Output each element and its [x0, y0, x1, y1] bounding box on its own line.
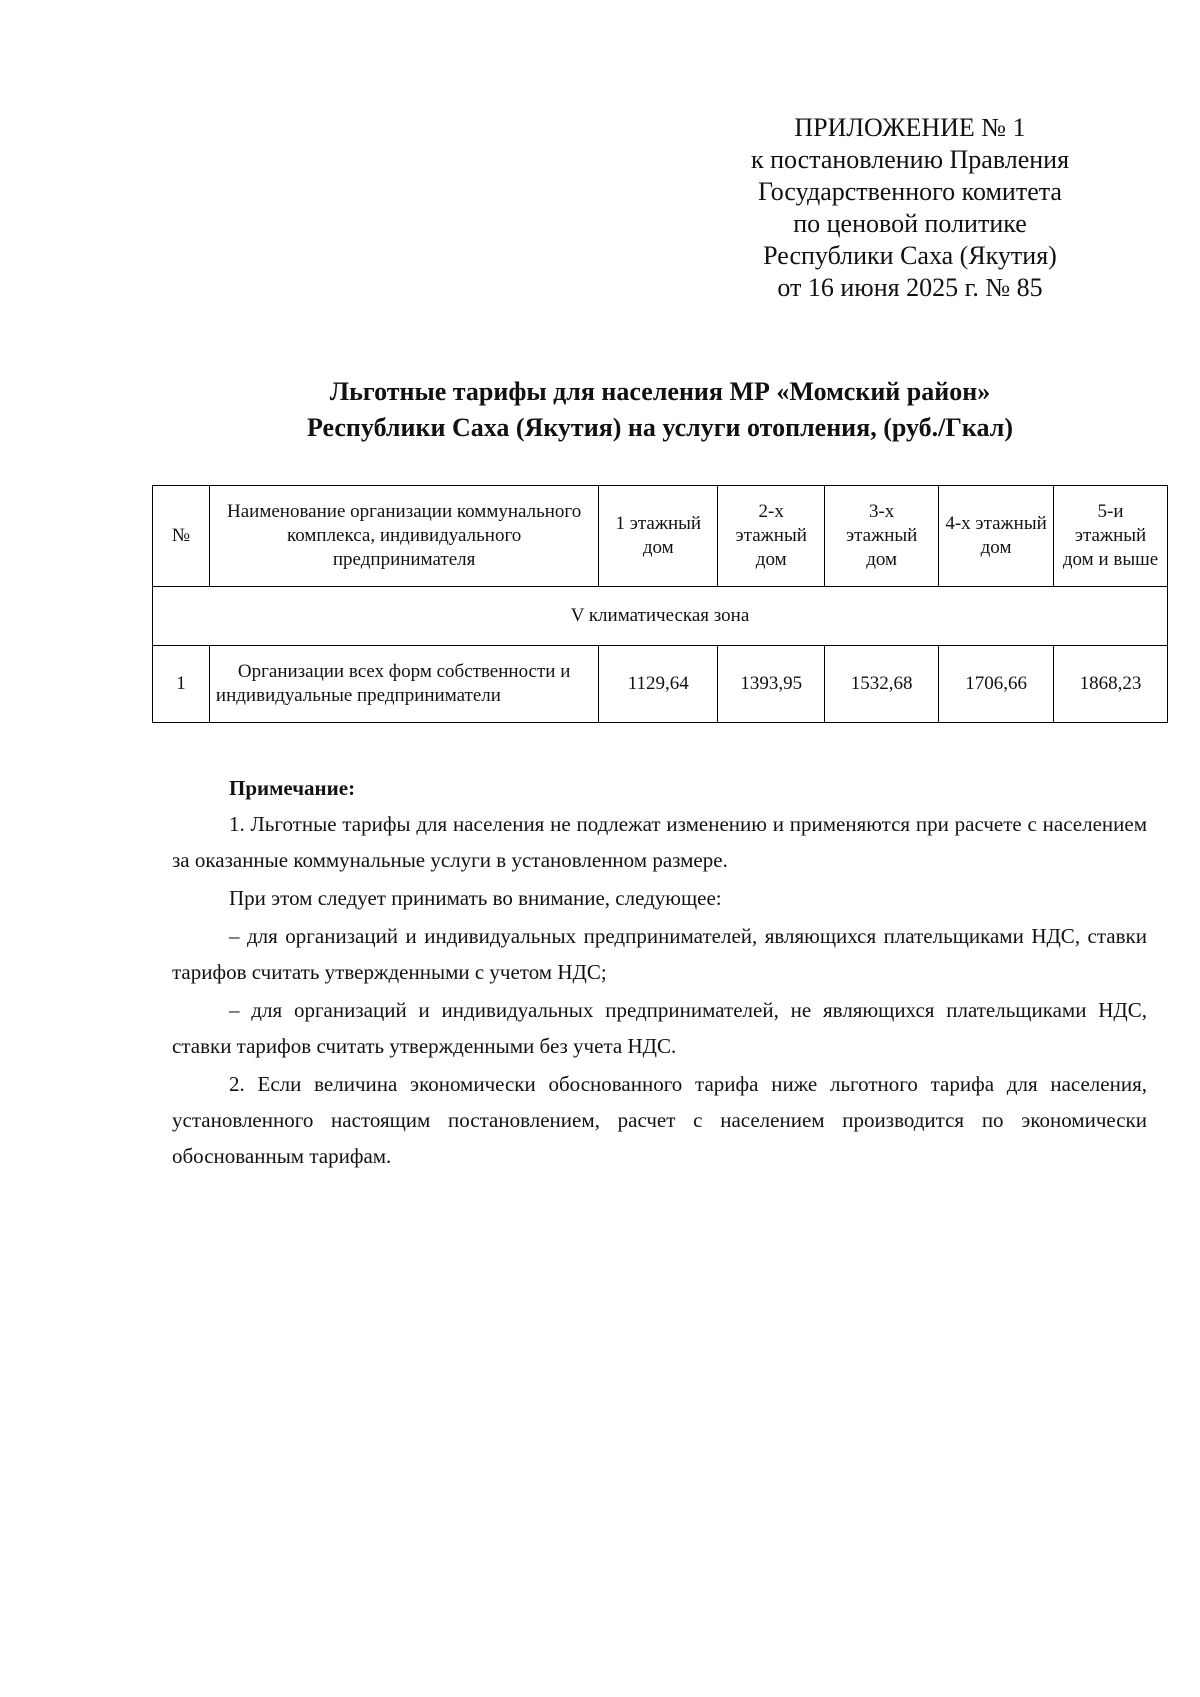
appendix-line: Республики Саха (Якутия): [763, 241, 1057, 270]
document-title: [150, 374, 1170, 446]
appendix-line: от 16 июня 2025 г. № 85: [777, 273, 1043, 302]
appendix-block: [700, 112, 1120, 304]
note-paragraph: При этом следует принимать во внимание, следующее:: [229, 886, 722, 910]
tariff-5-floor: 1868,23: [1054, 646, 1168, 723]
title-line-1: Льготные тарифы для населения МР «Момский район»: [329, 377, 991, 406]
header-number: №: [153, 486, 210, 587]
header-organization-name: Наименование организации коммунального комплекса, индивидуального предпринимателя: [209, 486, 598, 587]
note-paragraph: – для организаций и индивидуальных предпринимателей, являющихся плательщиками НДС, ставки тарифов считать утвержденными с учетом НДС;: [172, 924, 1147, 984]
title-line-2: Республики Саха (Якутия) на услуги отопления, (руб./Гкал): [307, 413, 1013, 442]
appendix-line: по ценовой политике: [793, 209, 1027, 238]
note-paragraph: 1. Льготные тарифы для населения не подлежат изменению и применяются при расчете с населением за оказанные коммунальные услуги в установленном размере.: [172, 812, 1147, 872]
note-paragraph: 2. Если величина экономически обоснованного тарифа ниже льготного тарифа для населения, установленного настоящим постановлением, расчет с населением производится по экономически обоснованным тарифам.: [172, 1072, 1147, 1168]
appendix-line: ПРИЛОЖЕНИЕ № 1: [794, 113, 1026, 142]
row-number: 1: [153, 646, 210, 723]
header-3-floor: 3-х этажный дом: [825, 486, 939, 587]
appendix-line: Государственного комитета: [758, 177, 1062, 206]
table-row: [153, 646, 1168, 723]
tariff-1-floor: 1129,64: [599, 646, 718, 723]
header-1-floor: 1 этажный дом: [599, 486, 718, 587]
table-header-row: [153, 486, 1168, 587]
climate-zone-row: [153, 587, 1168, 646]
note-paragraph: – для организаций и индивидуальных предпринимателей, не являющихся плательщиками НДС, ставки тарифов считать утвержденными без учета НДС.: [172, 998, 1147, 1058]
header-2-floor: 2-х этажный дом: [718, 486, 825, 587]
climate-zone-cell: V климатическая зона: [153, 587, 1168, 646]
tariff-3-floor: 1532,68: [825, 646, 939, 723]
tariff-2-floor: 1393,95: [718, 646, 825, 723]
header-4-floor: 4-х этажный дом: [939, 486, 1054, 587]
row-organization-name: Организации всех форм собственности и индивидуальные предприниматели: [209, 646, 598, 723]
notes-section: [172, 770, 1147, 1176]
header-5-floor: 5-и этажный дом и выше: [1054, 486, 1168, 587]
tariff-4-floor: 1706,66: [939, 646, 1054, 723]
tariff-table: [152, 485, 1168, 723]
appendix-line: к постановлению Правления: [750, 145, 1070, 174]
notes-heading: Примечание:: [229, 776, 356, 800]
